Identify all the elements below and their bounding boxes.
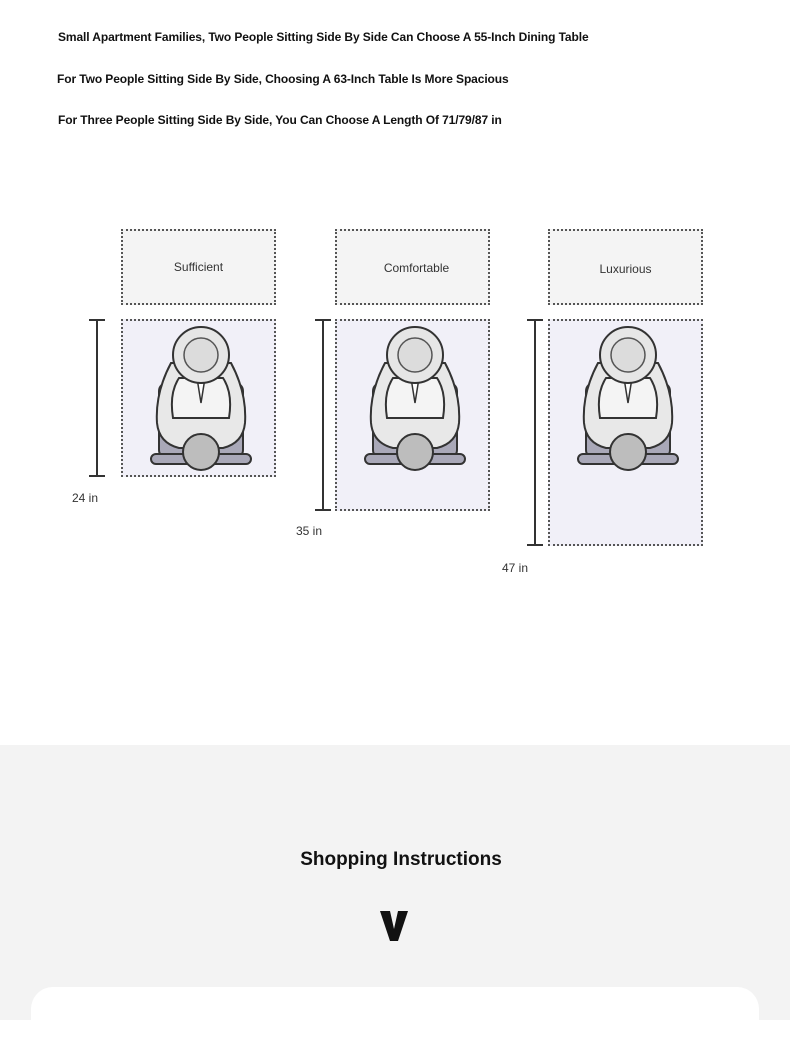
seat-area-sufficient xyxy=(121,319,276,477)
seat-area-luxurious xyxy=(548,319,703,546)
section-title: Shopping Instructions xyxy=(300,849,502,870)
option-label-text: Sufficient xyxy=(173,260,224,274)
depth-label: 47 in xyxy=(502,561,529,575)
option-label-luxurious xyxy=(548,229,703,305)
option-label-text: Comfortable xyxy=(383,261,450,275)
depth-label: 35 in xyxy=(296,524,323,538)
depth-dimension-line xyxy=(322,319,324,511)
option-label-text: Luxurious xyxy=(599,262,652,276)
depth-label: 24 in xyxy=(72,491,99,505)
diner-icon xyxy=(576,323,680,473)
diner-icon xyxy=(149,323,253,473)
size-note-1: Small Apartment Families, Two People Sitting Side By Side Can Choose A 55-Inch Dining Table xyxy=(58,30,589,44)
shopping-instructions-section xyxy=(0,745,790,1020)
size-note-2: For Two People Sitting Side By Side, Choosing A 63-Inch Table Is More Spacious xyxy=(57,72,509,86)
depth-dimension-line xyxy=(96,319,98,477)
chevron-down-icon xyxy=(378,907,410,943)
seat-area-comfortable xyxy=(335,319,490,511)
instructions-card xyxy=(31,987,759,1047)
option-label-sufficient xyxy=(121,229,276,305)
option-label-comfortable xyxy=(335,229,490,305)
diner-icon xyxy=(363,323,467,473)
depth-dimension-line xyxy=(534,319,536,546)
size-note-3: For Three People Sitting Side By Side, You Can Choose A Length Of 71/79/87 in xyxy=(58,113,502,127)
